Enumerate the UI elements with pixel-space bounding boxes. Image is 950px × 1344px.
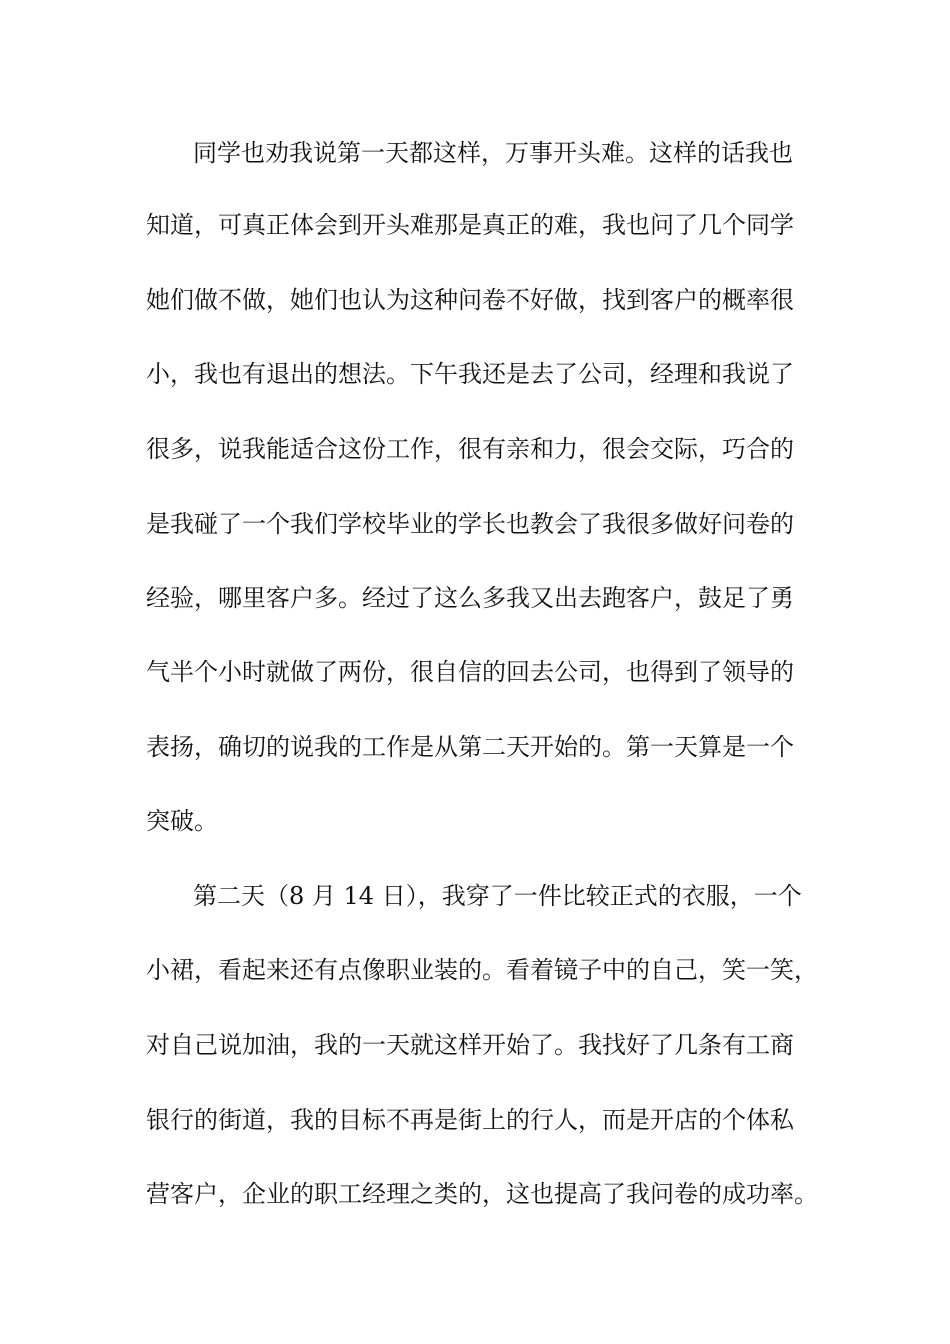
paragraph-2-line-5: 营客户，企业的职工经理之类的，这也提高了我问卷的成功率。 xyxy=(146,1180,818,1208)
paragraph-1-line-8: 气半个小时就做了两份，很自信的回去公司，也得到了领导的 xyxy=(146,658,794,686)
paragraph-1-line-7: 经验，哪里客户多。经过了这么多我又出去跑客户，鼓足了勇 xyxy=(146,584,794,612)
paragraph-2-line-1: 第二天（8 月 14 日），我穿了一件比较正式的衣服，一个 xyxy=(193,882,802,910)
paragraph-1-line-2: 知道，可真正体会到开头难那是真正的难，我也问了几个同学 xyxy=(146,211,794,239)
paragraph-1-line-5: 很多，说我能适合这份工作，很有亲和力，很会交际，巧合的 xyxy=(146,435,794,463)
paragraph-2-line-3: 对自己说加油，我的一天就这样开始了。我找好了几条有工商 xyxy=(146,1031,794,1059)
paragraph-1-line-1: 同学也劝我说第一天都这样，万事开头难。这样的话我也 xyxy=(193,139,793,167)
paragraph-1-line-10: 突破。 xyxy=(146,807,218,835)
paragraph-2-line-2: 小裙，看起来还有点像职业装的。看着镜子中的自己，笑一笑， xyxy=(146,956,818,984)
paragraph-1-line-3: 她们做不做，她们也认为这种问卷不好做，找到客户的概率很 xyxy=(146,286,794,314)
paragraph-1-line-9: 表扬，确切的说我的工作是从第二天开始的。第一天算是一个 xyxy=(146,733,794,761)
paragraph-1-line-6: 是我碰了一个我们学校毕业的学长也教会了我很多做好问卷的 xyxy=(146,510,794,538)
paragraph-2-line-4: 银行的街道，我的目标不再是街上的行人，而是开店的个体私 xyxy=(146,1106,794,1134)
paragraph-1-line-4: 小，我也有退出的想法。下午我还是去了公司，经理和我说了 xyxy=(146,360,794,388)
